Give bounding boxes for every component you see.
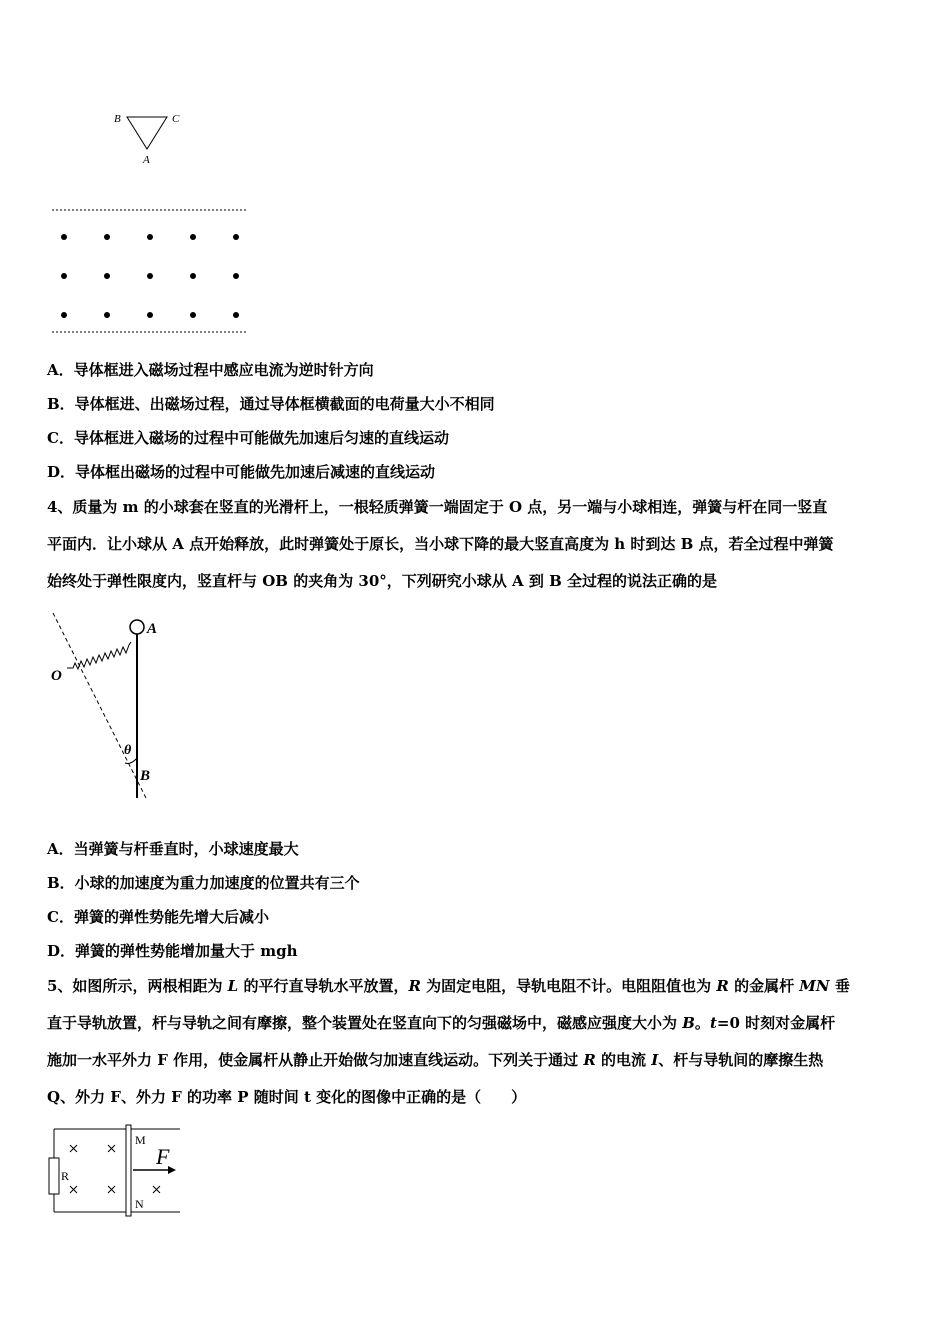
q4-stem-line-2: 平面内．让小球从 A 点开始释放，此时弹簧处于原长，当小球下降的最大竖直高度为 h 时到达 B 点，若全过程中弹簧	[47, 535, 834, 553]
var-b: B	[682, 1014, 695, 1032]
q4-stem-line-3: 始终处于弹性限度内，竖直杆与 OB 的夹角为 30°，下列研究小球从 A 到 B 全过程的说法正确的是	[47, 572, 717, 590]
label-n: N	[135, 1197, 144, 1211]
field-dot	[147, 273, 153, 279]
field-dot	[190, 273, 196, 279]
label-f: F	[156, 1144, 170, 1169]
field-dot	[233, 273, 239, 279]
q5-text: 施加一水平外力 F 作用，使金属杆从静止开始做匀加速直线运动。下列关于通过	[47, 1051, 584, 1069]
cross-mark	[108, 1186, 115, 1193]
cross-mark	[70, 1186, 77, 1193]
label-b: B	[140, 768, 151, 784]
var-r: R	[583, 1051, 596, 1069]
ball-a	[130, 620, 144, 634]
label-m: M	[135, 1133, 146, 1147]
q5-text: 直于导轨放置，杆与导轨之间有摩擦，整个装置处在竖直向下的匀强磁场中，磁感应强度大小为	[47, 1014, 683, 1032]
field-dots	[61, 234, 239, 318]
spring-coil	[67, 642, 131, 669]
q5-stem-line-2	[47, 1013, 917, 1033]
q4-option-c: C．弹簧的弹性势能先增大后减小	[47, 908, 269, 926]
metal-rod	[126, 1125, 131, 1216]
triangle-shape	[127, 117, 167, 149]
q5-stem-line-3	[47, 1050, 917, 1070]
q5-text: =0 时刻对金属杆	[716, 1014, 836, 1032]
field-dot	[147, 234, 153, 240]
var-r: R	[408, 977, 421, 995]
field-dot	[233, 234, 239, 240]
field-dot	[104, 312, 110, 318]
q4-option-b: B．小球的加速度为重力加速度的位置共有三个	[47, 874, 360, 892]
resistor	[49, 1158, 59, 1194]
q5-stem-line-4: Q、外力 F、外力 F 的功率 P 随时间 t 变化的图像中正确的是（ ）	[47, 1088, 527, 1106]
field-dot	[147, 312, 153, 318]
field-dot	[61, 234, 67, 240]
q5-text: 的平行直导轨水平放置，	[238, 977, 409, 995]
q5-text: 。	[694, 1014, 710, 1032]
magnetic-field-figure	[50, 205, 250, 340]
field-dot	[61, 273, 67, 279]
q5-text: 垂	[829, 977, 850, 995]
q5-text: 为固定电阻，导轨电阻不计。电阻阻值也为	[420, 977, 717, 995]
cross-mark	[108, 1145, 115, 1152]
q3-option-d: D．导体框出磁场的过程中可能做先加速后减速的直线运动	[47, 463, 436, 481]
spring-rod-figure	[45, 608, 175, 808]
label-theta: θ	[124, 743, 132, 758]
triangle-figure	[105, 105, 195, 170]
triangle-label-a: A	[143, 154, 150, 166]
var-mn: MN	[799, 977, 830, 995]
dashed-line-ob	[53, 613, 147, 800]
var-t: t	[709, 1014, 717, 1032]
label-o: O	[51, 668, 62, 684]
cross-mark	[153, 1186, 160, 1193]
field-dot	[61, 312, 67, 318]
field-dot	[104, 273, 110, 279]
var-l: L	[227, 977, 239, 995]
var-i: I	[651, 1051, 659, 1069]
q4-option-a: A．当弹簧与杆垂直时，小球速度最大	[47, 840, 299, 858]
q5-stem-line-1	[47, 976, 917, 996]
q3-option-c: C．导体框进入磁场的过程中可能做先加速后匀速的直线运动	[47, 429, 449, 447]
q4-stem-line-1: 4、质量为 m 的小球套在竖直的光滑杆上，一根轻质弹簧一端固定于 O 点，另一端与小球相连，弹簧与杆在同一竖直	[47, 498, 828, 516]
field-dot	[190, 234, 196, 240]
q3-option-b: B．导体框进、出磁场过程，通过导体框横截面的电荷量大小不相同	[47, 395, 495, 413]
triangle-label-b: B	[114, 113, 121, 125]
cross-mark	[70, 1145, 77, 1152]
q4-option-d: D．弹簧的弹性势能增加量大于 mgh	[47, 942, 298, 960]
q5-text: 的电流	[595, 1051, 652, 1069]
label-r: R	[61, 1169, 70, 1183]
label-a: A	[147, 621, 158, 637]
field-dot	[233, 312, 239, 318]
field-dot	[104, 234, 110, 240]
q5-text: 5、如图所示，两根相距为	[47, 977, 228, 995]
q3-option-a: A．导体框进入磁场过程中感应电流为逆时针方向	[47, 361, 374, 379]
var-r: R	[716, 977, 729, 995]
field-crosses	[70, 1145, 160, 1193]
field-dot	[190, 312, 196, 318]
q5-text: 、杆与导轨间的摩擦生热	[658, 1051, 824, 1069]
triangle-label-c: C	[172, 113, 180, 125]
q5-text: 的金属杆	[728, 977, 800, 995]
rail-circuit-figure	[40, 1122, 190, 1222]
